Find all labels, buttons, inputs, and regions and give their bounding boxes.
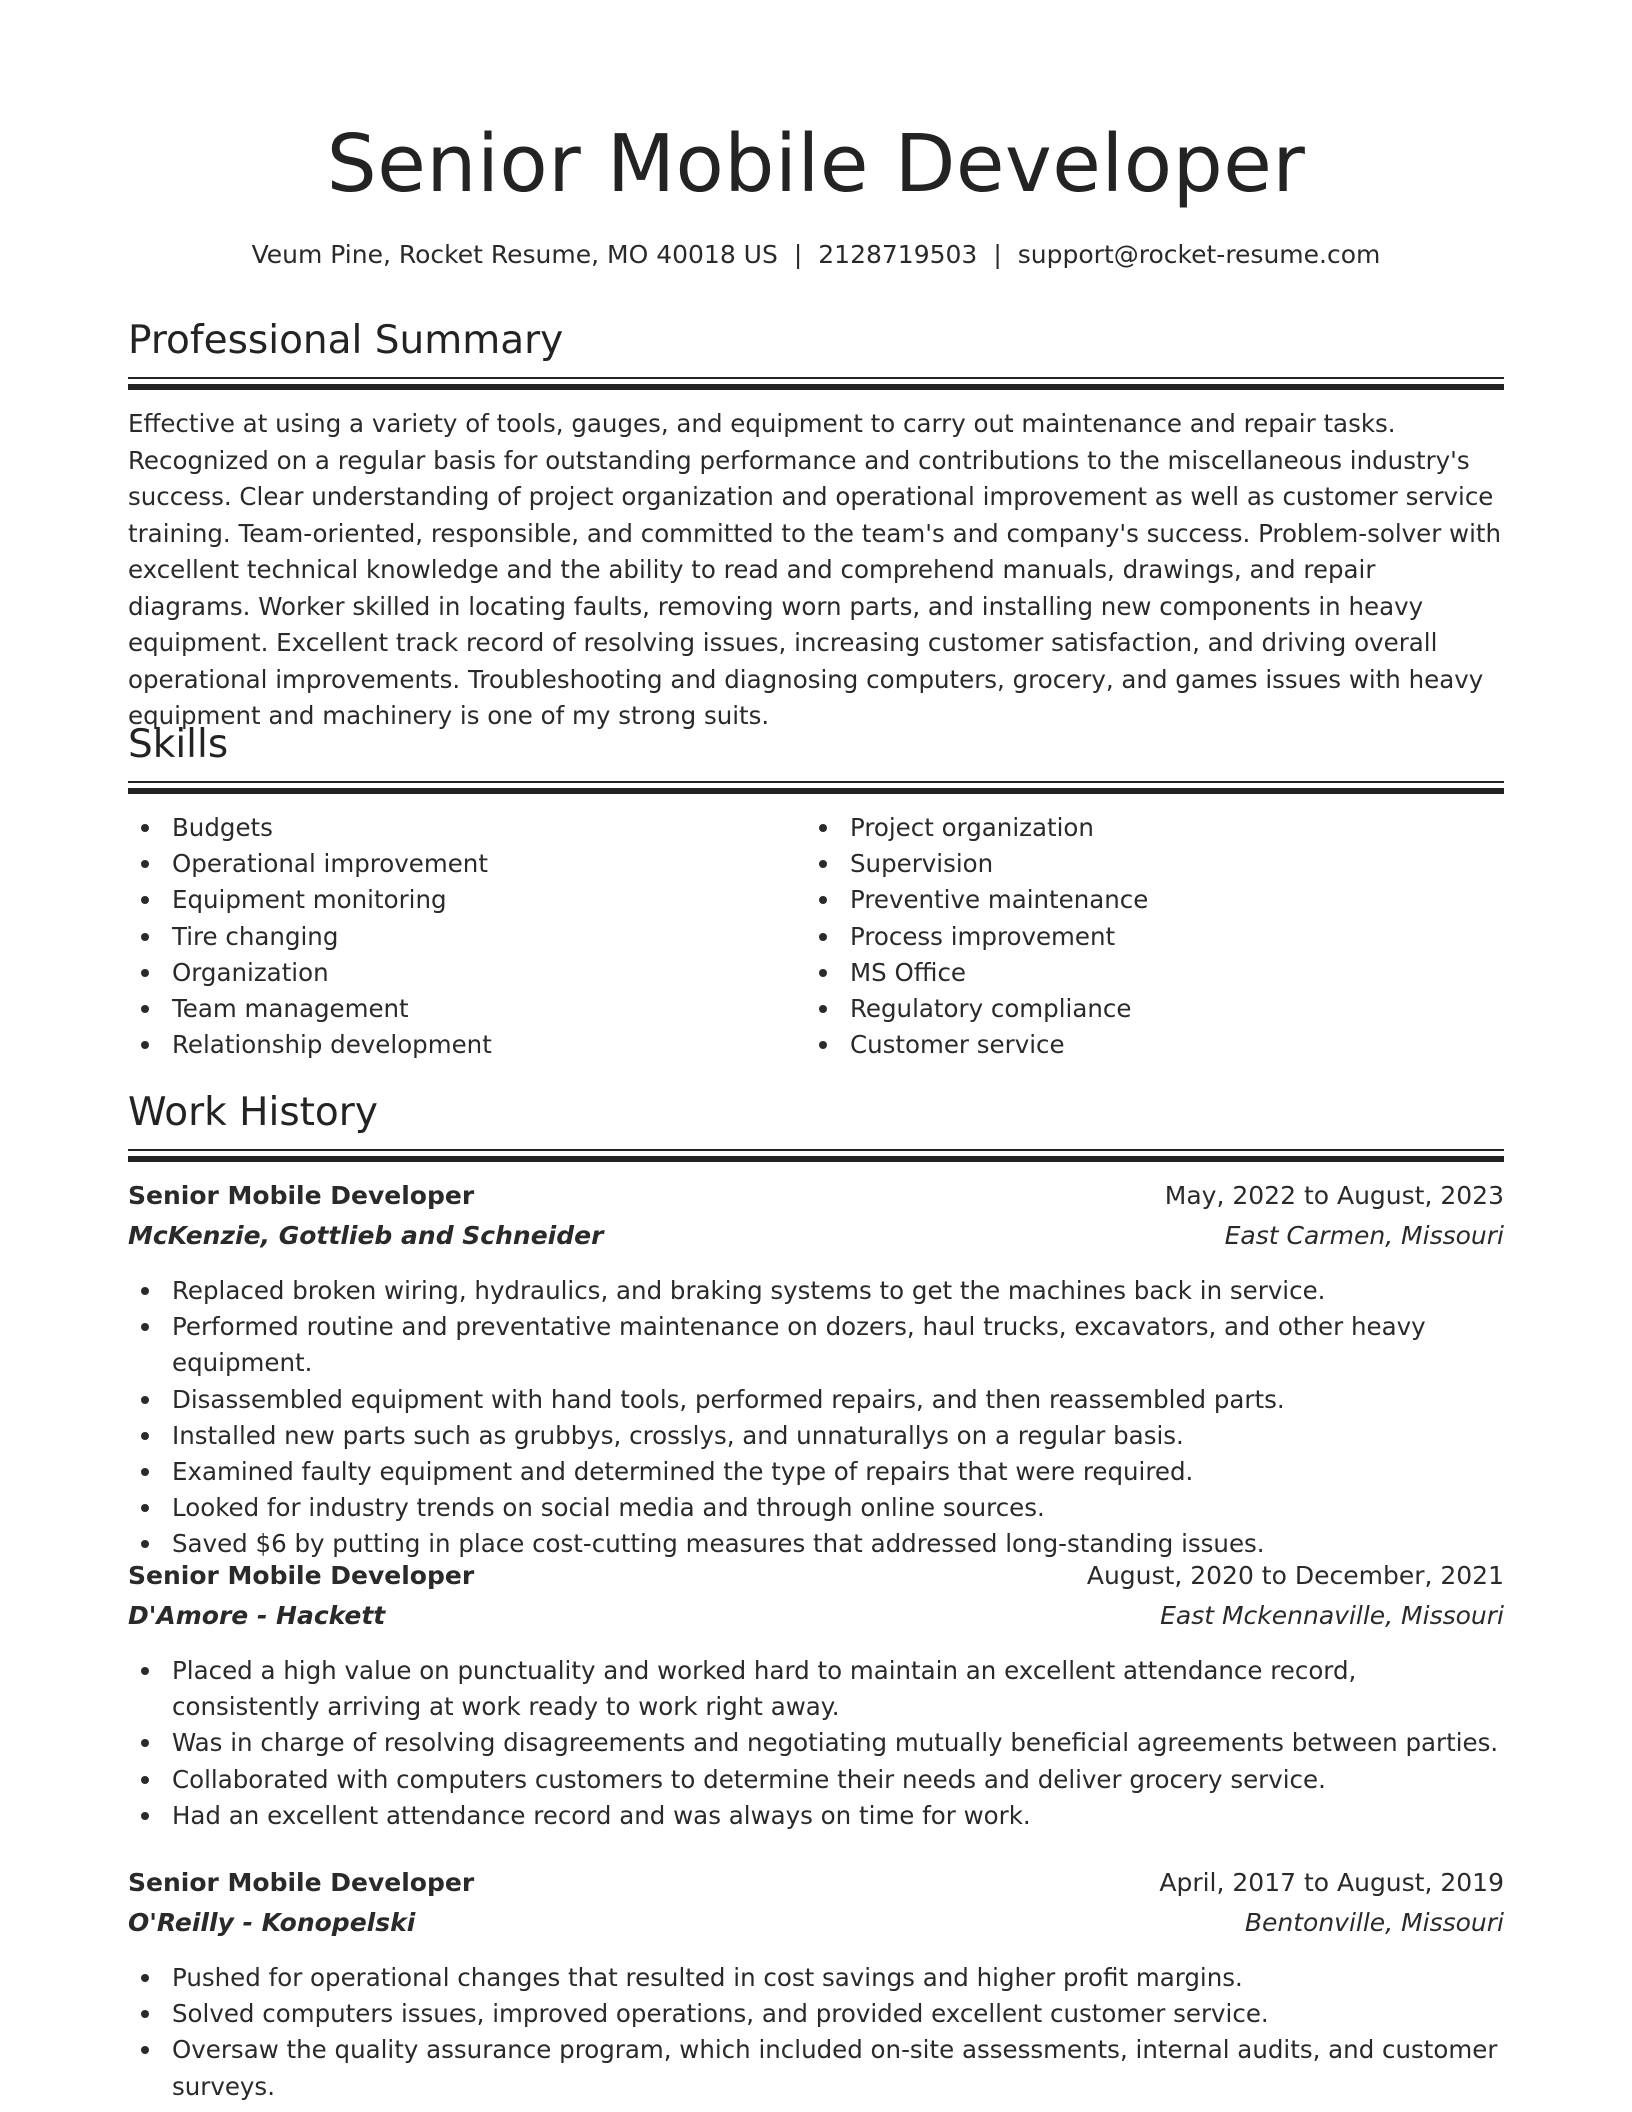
job-bullet <box>128 1454 1504 1490</box>
job-location: Bentonville, Missouri <box>1244 1908 1504 1937</box>
contact-separator: | <box>993 240 1002 269</box>
contact-address: Veum Pine, Rocket Resume, MO 40018 US <box>251 240 778 269</box>
job-bullet <box>128 1960 1504 1996</box>
job-bullet-text: Oversaw the quality assurance program, which included on-site assessments, internal audits, and customer surveys. <box>172 2035 1498 2101</box>
skill-item <box>128 1027 788 1063</box>
bullet-dot <box>141 1540 149 1548</box>
job-title: Senior Mobile Developer <box>128 1561 475 1590</box>
bullet-dot <box>819 969 827 977</box>
skill-label: Team management <box>172 994 409 1024</box>
job-bullet <box>128 1490 1504 1526</box>
skill-label: Project organization <box>850 813 1094 842</box>
job-bullet-text: Looked for industry trends on social media and through online sources. <box>172 1493 1045 1523</box>
job-bullet-text: Replaced broken wiring, hydraulics, and braking systems to get the machines back in service. <box>172 1276 1326 1305</box>
job-bullet <box>128 1996 1504 2032</box>
job-entry <box>128 1868 1504 2105</box>
skill-label: Equipment monitoring <box>172 885 447 915</box>
job-company-row <box>128 1601 1504 1641</box>
job-bullet-text: Had an excellent attendance record and was always on time for work. <box>172 1800 1031 1830</box>
section-divider <box>128 781 1504 794</box>
job-header-row <box>128 1561 1504 1601</box>
skill-label: Operational improvement <box>172 849 488 879</box>
job-company: McKenzie, Gottlieb and Schneider <box>128 1221 604 1250</box>
job-bullet <box>128 1798 1504 1834</box>
skill-item <box>806 991 1466 1027</box>
skill-label: Regulatory compliance <box>850 994 1132 1024</box>
job-bullet-text: Performed routine and preventative maintenance on dozers, haul trucks, excavators, and other heavy equipment. <box>172 1312 1426 1378</box>
job-bullet-text: Disassembled equipment with hand tools, performed repairs, and then reassembled parts. <box>172 1384 1285 1414</box>
job-bullet <box>128 1418 1504 1454</box>
job-bullets <box>128 1653 1504 1834</box>
job-bullet-text: Solved computers issues, improved operations, and provided excellent customer service. <box>172 1999 1269 2029</box>
bullet-dot <box>819 896 827 904</box>
bullet-dot <box>141 2046 149 2054</box>
contact-email: support@rocket-resume.com <box>1017 240 1381 269</box>
skill-label: Relationship development <box>172 1030 492 1060</box>
bullet-dot <box>141 824 149 832</box>
job-dates: August, 2020 to December, 2021 <box>1086 1561 1504 1590</box>
job-bullets <box>128 1273 1504 1563</box>
job-bullet-text: Installed new parts such as grubbys, crosslys, and unnaturallys on a regular basis. <box>172 1420 1184 1450</box>
job-bullet-text: Examined faulty equipment and determined the type of repairs that were required. <box>172 1457 1194 1487</box>
section-title-skills: Skills <box>128 722 229 767</box>
skill-label: Customer service <box>850 1030 1065 1060</box>
job-bullet <box>128 1273 1504 1309</box>
bullet-dot <box>141 1287 149 1295</box>
skill-item <box>128 882 788 918</box>
skill-item <box>806 846 1466 882</box>
job-bullet <box>128 1653 1504 1725</box>
contact-separator: | <box>793 240 803 269</box>
bullet-dot <box>141 1739 149 1747</box>
summary-text: Effective at using a variety of tools, gauges, and equipment to carry out maintenance and repair tasks. Recognized on a regular basis for outstanding performance and contributions to the miscellaneous industry's success. Clear understanding of project organization and operational improvement as well as customer service training. Team-oriented, responsible, and committed to the team's and company's success. Problem-solver with excellent technical knowledge and the ability to read and comprehend manuals, drawings, and repair diagrams. Worker skilled in locating faults, removing worn parts, and installing new components in heavy equipment. Excellent track record of resolving issues, increasing customer satisfaction, and driving overall operational improvements. Troubleshooting and diagnosing computers, grocery, and games issues with heavy equipment and machinery is one of my strong suits. <box>128 409 1502 730</box>
bullet-dot <box>141 1812 149 1820</box>
skill-item <box>128 991 788 1027</box>
job-company-row <box>128 1908 1504 1948</box>
bullet-dot <box>819 860 827 868</box>
skill-label: MS Office <box>850 957 966 987</box>
job-bullet <box>128 2032 1504 2104</box>
job-bullet <box>128 1762 1504 1798</box>
job-entry <box>128 1181 1504 1563</box>
skill-item <box>806 810 1466 846</box>
job-bullet <box>128 1309 1504 1381</box>
job-bullet-text: Collaborated with computers customers to determine their needs and deliver grocery service. <box>172 1764 1326 1794</box>
section-title-work-history: Work History <box>128 1090 378 1135</box>
skill-item <box>128 810 788 846</box>
section-divider <box>128 377 1504 390</box>
skill-label: Tire changing <box>172 921 339 951</box>
job-title: Senior Mobile Developer <box>128 1181 475 1210</box>
job-dates: April, 2017 to August, 2019 <box>1159 1868 1504 1897</box>
job-header-row <box>128 1868 1504 1908</box>
section-divider <box>128 1149 1504 1162</box>
skill-label: Supervision <box>850 849 994 879</box>
bullet-dot <box>141 1776 149 1784</box>
skill-label: Process improvement <box>850 921 1116 951</box>
bullet-dot <box>141 1504 149 1512</box>
job-bullet-text: Placed a high value on punctuality and worked hard to maintain an excellent attendance record, consistently arriving at work ready to work right away. <box>172 1656 1357 1722</box>
job-bullet <box>128 1526 1504 1562</box>
bullet-dot <box>141 1041 149 1049</box>
bullet-dot <box>141 1005 149 1013</box>
job-company: D'Amore - Hackett <box>128 1601 386 1630</box>
skills-list-left <box>128 810 788 1063</box>
skill-label: Preventive maintenance <box>850 885 1149 915</box>
bullet-dot <box>141 1667 149 1675</box>
bullet-dot <box>141 1396 149 1404</box>
skill-item <box>128 955 788 991</box>
bullet-dot <box>141 1468 149 1476</box>
job-bullet-text: Was in charge of resolving disagreements and negotiating mutually beneficial agreements between parties. <box>172 1728 1499 1758</box>
contact-phone: 2128719503 <box>818 240 978 269</box>
skill-item <box>128 846 788 882</box>
bullet-dot <box>141 2010 149 2018</box>
bullet-dot <box>819 824 827 832</box>
job-title: Senior Mobile Developer <box>128 1868 475 1897</box>
bullet-dot <box>819 1005 827 1013</box>
section-title-summary: Professional Summary <box>128 318 564 363</box>
skills-list-right <box>806 810 1466 1063</box>
bullet-dot <box>819 933 827 941</box>
job-bullet-text: Saved $6 by putting in place cost-cutting measures that addressed long-standing issues. <box>172 1529 1265 1559</box>
job-bullet <box>128 1382 1504 1418</box>
skill-item <box>806 882 1466 918</box>
skill-item <box>806 955 1466 991</box>
job-location: East Mckennaville, Missouri <box>1160 1601 1504 1630</box>
bullet-dot <box>141 896 149 904</box>
bullet-dot <box>141 860 149 868</box>
job-company-row <box>128 1221 1504 1261</box>
bullet-dot <box>819 1041 827 1049</box>
skill-item <box>806 919 1466 955</box>
bullet-dot <box>141 1974 149 1982</box>
skill-label: Budgets <box>172 813 273 842</box>
job-company: O'Reilly - Konopelski <box>128 1908 416 1937</box>
job-location: East Carmen, Missouri <box>1224 1221 1504 1250</box>
job-bullet-text: Pushed for operational changes that resulted in cost savings and higher profit margins. <box>172 1963 1243 1992</box>
job-bullet <box>128 1725 1504 1761</box>
job-dates: May, 2022 to August, 2023 <box>1164 1181 1504 1210</box>
resume-name: Senior Mobile Developer <box>326 118 1306 210</box>
contact-line <box>128 240 1504 269</box>
bullet-dot <box>141 1323 149 1331</box>
skill-item <box>128 919 788 955</box>
job-header-row <box>128 1181 1504 1221</box>
job-entry <box>128 1561 1504 1834</box>
bullet-dot <box>141 933 149 941</box>
bullet-dot <box>141 969 149 977</box>
job-bullets <box>128 1960 1504 2105</box>
skill-item <box>806 1027 1466 1063</box>
skill-label: Organization <box>172 957 329 987</box>
bullet-dot <box>141 1432 149 1440</box>
